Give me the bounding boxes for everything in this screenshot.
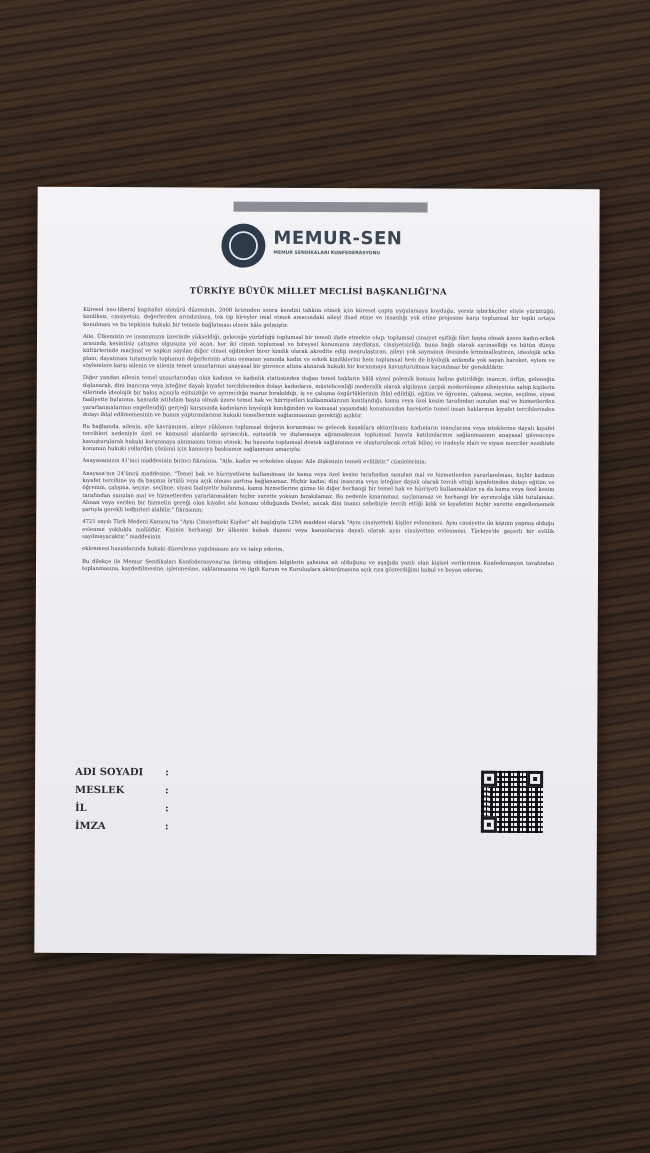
brand-subtitle: MEMUR SENDİKALARI KONFEDERASYONU (273, 250, 381, 257)
form-label: MESLEK (75, 784, 125, 797)
paragraph: Diğer yandan ailenin temel unsurlarından olan kadının ve kadınlık statüsünden doğan temel hakların hâlâ siyasi polemik konusu haline getirildiği; inancın, örfün, geleneğin dışlanarak, dini inancına veya isteğine dayalı kıyafet tercihlerinden dolayı kadınların, müstehcenliği moderalik olarak algılayan çarpık modernleşme zihniyetine sahip kişilerin ellerinde ideolojik bir bakış açısıyla eşitsizliğe ve ayrımcılığa maruz bırakıldığı, iş ve çalışma özgürlüklerinin ihlal edildiği, eğitim ve öğrenim, çalışma, seçme, seçilme, siyasi faaliyette bulunma, kamuda istihdam başta olmak üzere temel hak ve hürriyetleri kullanmalarının kısıtlandığı, kamu veya özel kesim tarafından sunulan mal ve hizmetlerden yararlanmalarının engellendiği gerçeği karşısında kadınların biyolojik kimliğinden ve kamusal yaşamdaki konumundan hareketle temel insan haklarının kıyafet tercihlerinden dolayı ihlal edilmemesinin ve bunun yaptırımlarının hukuki temellerinin sağlanmasının gerektiği açıktır. (82, 375, 555, 420)
brand-name: MEMUR-SEN (273, 227, 403, 250)
brand-logo (221, 224, 421, 269)
paragraph: eklenmesi hususlarında hukuki düzenleme yapılmasını arz ve talep ederim. (82, 546, 285, 554)
qr-finder (481, 771, 497, 787)
paragraph: Bu dilekçe ile Memur Sendikaları Konfederasyonu'na iletmiş olduğum bilgilerin şahsıma ait olduğunu ve aşağıda yazılı olan kişisel verilerimin Konfederasyon tarafından toplanmasına, kaydedilmesine, işlenmesine, saklanmasına ve ilgili Kurum ve Kuruluşlara aktarılmasına açık rıza gösterdiğimi kabul ve beyan ederim. (81, 558, 555, 574)
paragraph: Anayasa'nın 24'üncü maddesine, "Temel hak ve hürriyetlerin kullanılması ile kamu veya özel kesim tarafından sunulan mal ve hizmetlerden yararlanılması, hiçbir kadının kıyafet tercihine ya da başının örtülü veya açık olması şartına bağlanamaz. Hiçbir kadın; dini inancına veya isteğine dayalı olarak tercih ettiği kıyafetinden dolayı eğitim ve öğrenim, çalışma, seçme, seçilme, siyasi faaliyette bulunma, kamu hizmetlerine girme ile diğer herhangi bir temel hak ve hürriyeti kullanmaktan ya da kamu veya özel kesim tarafından sunulan mal ve hizmetlerden yararlanmaktan hiçbir surette yoksun bırakılamaz. Bu nedenle kınanamaz, suçlanamaz ve herhangi bir ayrımcılığa tâbi tutulamaz. Alınan veya verilen bir hizmetin gereği olan kıyafet söz konusu olduğunda Devlet, ancak dini inancı sebebiyle tercih ettiği kılık ve kıyafetini hiçbir surette engellememek şartıyla gerekli tedbirleri alabilir." fıkrasının; (82, 470, 555, 514)
form-row-city (75, 803, 315, 822)
form-row-signature (75, 821, 315, 840)
form-label: İL (74, 802, 87, 814)
qr-code-icon (481, 771, 543, 833)
form-label: İMZA (74, 820, 106, 833)
form-label: ADI SOYADI (75, 766, 144, 779)
document-heading: TÜRKİYE BÜYÜK MİLLET MECLİSİ BAŞKANLIĞI'NA (189, 285, 447, 297)
paragraph: Anayasamızın 41'inci maddesinin birinci fıkrasına, "Aile, kadın ve erkekten oluşur. Aile ilişkisinin temeli evliliktir." cümlelerinin; (82, 458, 427, 466)
header-bar (234, 202, 428, 213)
form-separator: : (165, 767, 169, 779)
memur-sen-emblem-icon (221, 224, 265, 268)
qr-finder (481, 817, 497, 833)
form-row-name (75, 767, 315, 786)
petition-paper (34, 187, 599, 955)
paragraph: Aile, Ülkemizin ve insanımızın üzerinde yükseldiği, geleceğe yürüdüğü toplumsal bir temeli ifade etmekte olup; toplumsal cinsiyet eşitliği fikri başta olmak üzere kadın-erkek arasında kesintisiz çatışma olgusuna yol açan, her iki cinsin toplumsal ve bireysel konumunu zayıflatan, cinsiyetsizliği, buna bağlı olarak eşcinselliği ve bütün dünya kültürlerinde marjinal ve sapkın sayılan diğer cinsel eğilimleri birer kimlik olarak akredite edip meşrulaştıran, aileyi yok saymanın ötesinde kriminalleştiren, ideolojik arka planı, dayatması tutumuyla toplumun değerlerinin altını oymanın yanında kadın ve erkek kimliklerini hem toplumsal hem de biyolojik anlamda yok sayan hareket, eylem ve söylemlere karşı ailenin ve ailenin temel unsurlarının anayasal bir güvence altına alınarak hukuki bir korunmaya kavuşturulması kaçınılmaz bir gerekliliktir. (82, 333, 556, 371)
qr-finder (527, 771, 543, 787)
form-separator: : (164, 803, 169, 815)
paragraph: 4721 sayılı Türk Medeni Kanunu'na "Aynı Cinsiyetteki Kişiler" alt başlığıyla 129A maddesi olarak "Aynı cinsiyetteki kişiler evlenemez. Aynı cinsiyette iki kişinin yapmış olduğu evlenme yokluklu malüldür. Kişinin herhangi bir ülkenin hukuk düzeni veya kanunlarına dayalı olarak aynı cinsiyetten evlenmesi, Türkiye'de geçerli bir evlilik sayılmayacaktır." maddesinin (82, 519, 555, 541)
paragraph: Küresel neo-liberal kapitalist sömürü düzeninin, 2008 krizinden sonra kendini tahkim etmek için küresel çapta uygulamaya koyduğu, yersiz işbirlikçiler eliyle yürüttüğü; kimliksiz, cinsiyetsiz, değerlerden arındırılmış, tek tip bireyler imal etmek amacındaki aileyi ifsad etme ve insanlığı yok etme projesine karşı toplumsal bir tepki ortaya konulması ve bu tepkinin hukuki bir temele bağlatması elzem hâle gelmiştir. (83, 306, 556, 329)
form-separator: : (165, 785, 169, 797)
form-separator: : (164, 821, 169, 833)
form-row-profession (75, 785, 315, 804)
signature-form (75, 767, 315, 840)
document-body (82, 307, 555, 580)
paragraph: Bu bağlamda, ailenin, aile kavramının, aileye yüklenen toplumsal değerin korunması ve gelecek kuşaklara aktarılması; kadınların inançlarına veya isteklerine dayalı kıyafet tercihleri nedeniyle özel ve kamusal alanlarda ayrımcılık, eşitsizlik ve dışlanmaya uğramaksızın toplumsal hayata katılımlarının sağlanmasının anayasal güvenceye kavuşturularak hukuki korunmaya alınmasını temin etmek; bu hususta toplumsal destek sağlanması ve oluşturulacak ortak bilinç ve iradeyle idari ve siyasi merciler nezdinde konunun hukuki yollardan çözümü için kamuoyu baskısının sağlanması amacıyla; (82, 424, 555, 453)
